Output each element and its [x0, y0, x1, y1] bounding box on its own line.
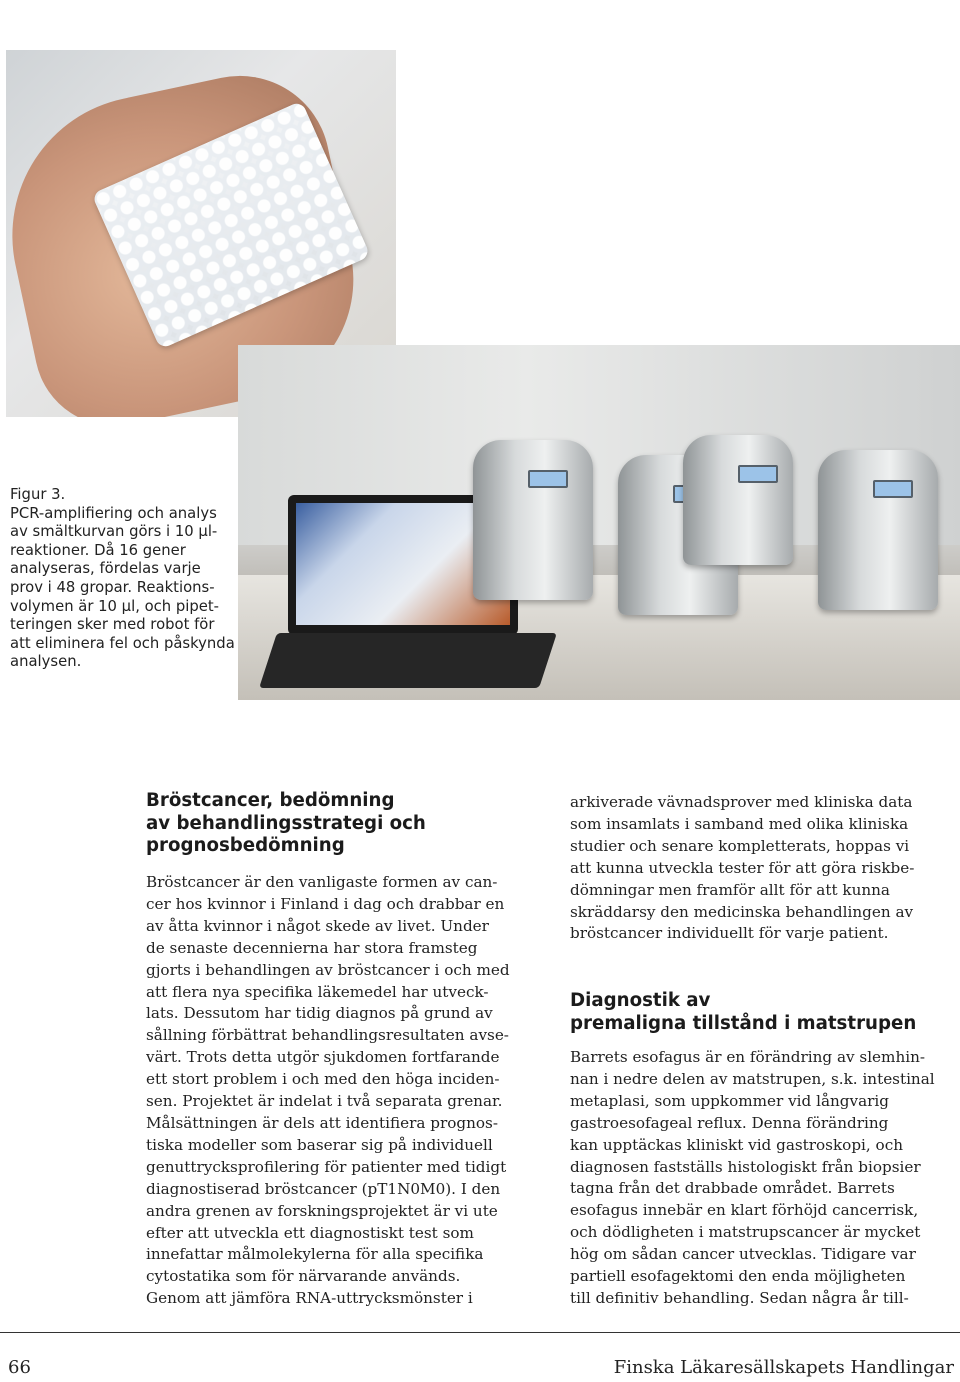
- caption-line: reaktioner. Då 16 gener: [10, 541, 186, 559]
- text-line: att kunna utveckla tester för att göra riskbe-: [570, 858, 915, 877]
- text-line: bröstcancer individuellt för varje patient.: [570, 924, 889, 943]
- text-line: diagnosen fastställs histologiskt från biopsier: [570, 1157, 921, 1176]
- text-line: tiska modeller som baserar sig på individuell: [146, 1135, 493, 1154]
- heading-line: av behandlingsstrategi och: [146, 812, 426, 834]
- text-line: som insamlats i samband med olika kliniska: [570, 814, 909, 833]
- text-line: efter att utveckla ett diagnostiskt test som: [146, 1223, 474, 1242]
- text-line: cer hos kvinnor i Finland i dag och drabbar en: [146, 894, 505, 913]
- section-heading-breast-cancer: [146, 790, 426, 858]
- text-line: Genom att jämföra RNA-uttrycksmönster i: [146, 1289, 473, 1308]
- text-line: lats. Dessutom har tidig diagnos på grund av: [146, 1004, 493, 1023]
- text-line: Barrets esofagus är en förändring av slemhin-: [570, 1048, 926, 1066]
- pcr-machine: [818, 450, 938, 610]
- text-line: att flera nya specifika läkemedel har utveck-: [146, 982, 489, 1001]
- text-line: av åtta kvinnor i något skede av livet. Under: [146, 916, 489, 935]
- text-line: gjorts i behandlingen av bröstcancer i och med: [146, 960, 510, 979]
- text-line: genuttrycksprofilering för patienter med tidigt: [146, 1157, 507, 1176]
- text-line: till definitiv behandling. Sedan några år till-: [570, 1288, 909, 1307]
- text-line: sen. Projektet är indelat i två separata grenar.: [146, 1092, 503, 1111]
- page-number: 66: [8, 1357, 31, 1378]
- right-intro-text: [570, 792, 958, 945]
- heading-line: premaligna tillstånd i matstrupen: [570, 1012, 917, 1034]
- text-line: innefattar målmolekylerna för alla specifika: [146, 1245, 484, 1264]
- caption-line: prov i 48 gropar. Reaktions-: [10, 578, 215, 596]
- text-line: kan upptäckas kliniskt vid gastroskopi, och: [570, 1135, 903, 1154]
- section-heading-diagnostics: [570, 990, 916, 1035]
- journal-title: Finska Läkaresällskapets Handlingar: [613, 1357, 954, 1378]
- text-line: gastroesofageal reflux. Denna förändring: [570, 1113, 889, 1132]
- text-line: andra grenen av forskningsprojektet är vi ute: [146, 1201, 498, 1220]
- left-body-text: [146, 872, 534, 1310]
- heading-line: Bröstcancer, bedömning: [146, 790, 395, 811]
- right-body-text: [570, 1047, 958, 1310]
- lab-equipment-photo: [238, 345, 960, 700]
- laptop-keyboard: [259, 633, 557, 688]
- text-line: cytostatika som för närvarande används.: [146, 1267, 461, 1286]
- figure-caption: [10, 486, 235, 672]
- text-line: Målsättningen är dels att identifiera prognos-: [146, 1113, 498, 1132]
- text-line: sållning förbättrat behandlingsresultaten avse-: [146, 1026, 509, 1045]
- caption-line: analysen.: [10, 653, 82, 671]
- footer-divider: [0, 1332, 960, 1333]
- caption-line: Figur 3.: [10, 486, 66, 503]
- text-line: esofagus innebär en klart förhöjd cancerrisk,: [570, 1201, 919, 1220]
- text-line: tagna från det drabbade området. Barrets: [570, 1179, 895, 1198]
- text-line: skräddarsy den medicinska behandlingen av: [570, 902, 914, 921]
- caption-line: analyseras, fördelas varje: [10, 560, 201, 578]
- text-line: dömningar men framför allt för att kunna: [570, 880, 890, 899]
- caption-line: PCR-amplifiering och analys: [10, 504, 217, 522]
- pcr-machine: [683, 435, 793, 565]
- text-line: Bröstcancer är den vanligaste formen av can-: [146, 873, 498, 891]
- caption-line: volymen är 10 µl, och pipet-: [10, 597, 220, 615]
- heading-line: prognosbedömning: [146, 835, 345, 856]
- caption-line: teringen sker med robot för: [10, 616, 215, 634]
- text-line: ett stort problem i och med den höga inciden-: [146, 1070, 500, 1089]
- text-line: metaplasi, som uppkommer vid långvarig: [570, 1091, 889, 1110]
- text-line: värt. Trots detta utgör sjukdomen fortfarande: [146, 1048, 500, 1067]
- text-line: de senaste decennierna har stora framsteg: [146, 938, 478, 957]
- pcr-machine: [473, 440, 593, 600]
- text-line: studier och senare kompletterats, hoppas vi: [570, 836, 910, 855]
- text-line: hög om sådan cancer utvecklas. Tidigare var: [570, 1245, 916, 1264]
- text-line: och dödligheten i matstrupscancer är mycket: [570, 1223, 921, 1242]
- caption-line: av smältkurvan görs i 10 µl-: [10, 523, 218, 541]
- text-line: diagnostiserad bröstcancer (pT1N0M0). I den: [146, 1179, 501, 1198]
- text-line: arkiverade vävnadsprover med kliniska data: [570, 793, 913, 811]
- text-line: partiell esofagektomi den enda möjligheten: [570, 1267, 906, 1286]
- caption-line: att eliminera fel och påskynda: [10, 634, 235, 652]
- text-line: nan i nedre delen av matstrupen, s.k. intestinal: [570, 1069, 935, 1088]
- heading-line: Diagnostik av: [570, 990, 711, 1011]
